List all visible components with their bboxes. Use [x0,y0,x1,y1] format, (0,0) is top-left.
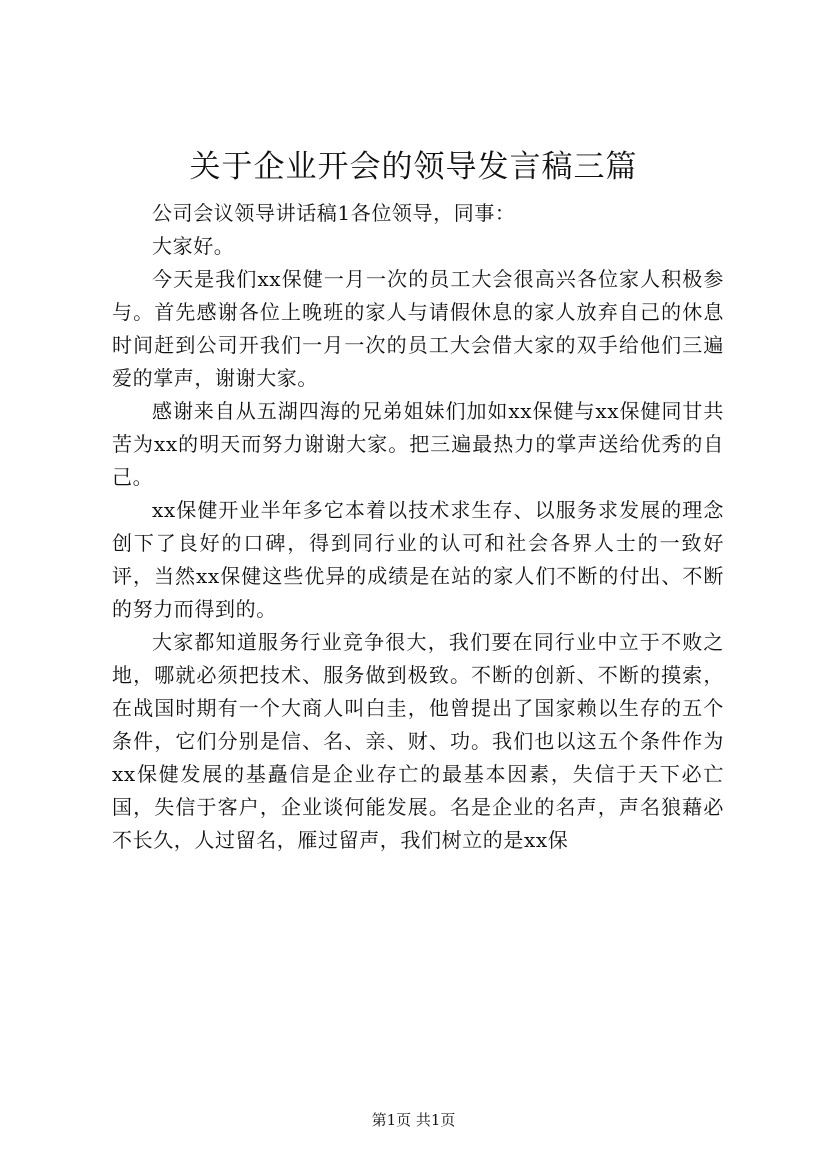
document-title: 关于企业开会的领导发言稿三篇 [189,149,638,185]
paragraph-greeting: 公司会议领导讲话稿1各位领导，同事： [152,201,516,225]
paragraph-reputation: xx保健开业半年多它本着以技术求生存、以服务求发展的理念创下了良好的口碑，得到同行业的认可和社会各界人士的一致好评，当然xx保健这些优异的成绩是在站的家人们不断的付出、不断的努力而得到的。 [112,498,724,621]
paragraph-competition: 大家都知道服务行业竞争很大，我们要在同行业中立于不败之地，哪就必须把技术、服务做到极致。不断的创新、不断的摸索，在战国时期有一个大商人叫白圭，他曾提出了国家赖以生存的五个条件，它们分别是信、名、亲、财、功。我们也以这五个条件作为xx保健发展的基矗信是企业存亡的最基本因素，失信于天下必亡国，失信于客户，企业谈何能发展。名是企业的名声，声名狼藉必不长久，人过留名，雁过留声，我们树立的是xx保 [112,630,724,852]
page-number-footer: 第1页 共1页 [371,1111,456,1129]
paragraph-hello: 大家好。 [152,234,235,258]
paragraph-opening: 今天是我们xx保健一月一次的员工大会很高兴各位家人积极参与。首先感谢各位上晚班的家人与请假休息的家人放弃自己的休息时间赶到公司开我们一月一次的员工大会借大家的双手给他们三遍爱的掌声，谢谢大家。 [112,267,724,390]
document-body [112,197,724,857]
paragraph-thanks: 感谢来自从五湖四海的兄弟姐妹们加如xx保健与xx保健同甘共苦为xx的明天而努力谢谢大家。把三遍最热力的掌声送给优秀的自己。 [112,399,724,489]
